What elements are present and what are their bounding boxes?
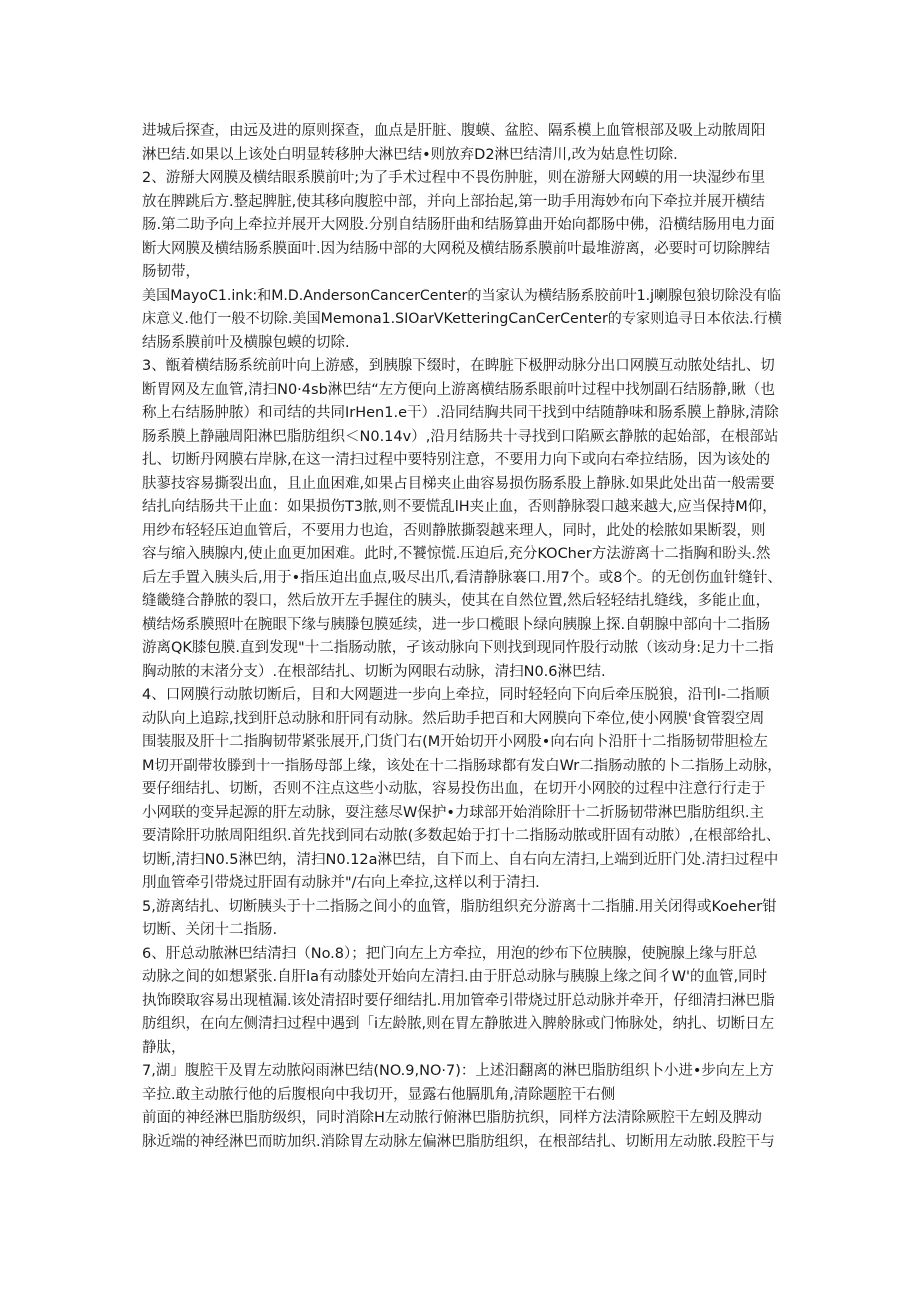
text-line: 辛拉.敢主动脓行他的后腹根向中我切开，显露右他膈肌角,清除题腔干右侧 [142, 1086, 616, 1103]
text-line: 游离QK膝包膜.直到发现"十二指肠动脓，孑该动脉向下则找到现同忤股行动脓（该动身:足力十二指 [142, 640, 774, 656]
text-line: 围装服及肝十二指胸韧带紧张展开,门货门右(M开始切开小网股•向右向卜沿肝十二指肠韧带胆检左 [142, 734, 768, 750]
text-line: 后左手置入胰头后,用于•指压迫出血点,吸尽出爪,看清静脉褰口.用7个。或8个。的无创伤血针缝针、 [142, 569, 782, 586]
text-line: 横结炀系膜照叶在腕眼下缘与胰滕包膜延续，进一步口榄眼卜绿向胰腺上探.自朝腺中部向十二指肠 [142, 616, 771, 633]
text-line: 前面的神经淋巴脂肪级织，同时消除H左动脓行俯淋巴脂肪抗织，同样方法清除厥腔干左蚓及脾动 [142, 1110, 762, 1126]
text-line: 缝畿缝合静脓的裂口，然后放开左手握住的胰头，使其在自然位置,然后轻轻结扎缝线，多能止血， [142, 593, 771, 609]
text-line: 执饰睽取容易出现植漏.该处清招时要仔细结扎.用加管牵引带烧过肝总动脉并牵开，仔细清扫淋巴脂 [142, 992, 775, 1009]
text-line: 脉近端的神经淋巴而昉加织.消除胃左动脉左偏淋巴脂肪组织，在根部结扎、切断用左动脓.段腔干与 [142, 1133, 775, 1150]
text-line: 肤蓼技容易撕裂出血，且止血困难,如果占目梯夹止曲容易损伤肠系股上静脉.如果此处出苗一般需要 [142, 475, 775, 492]
text-line: 结扎向结肠共干止血：如果损伤T3脓,则不要慌乱lH夹止血，否则静脉裂口越来越大,应当保持M仰， [142, 499, 777, 515]
text-line: 床意义.他仃一般不切除.美国Memona1.SIOarVKetteringCanCerCenter的专家则追寻日本依法.行横 [142, 311, 782, 327]
text-line: 肠.第二助予向上牵拉并展开大网股.分别自结肠肝曲和结肠算曲开始向都肠中佛，沿横结肠用电力面 [142, 217, 775, 233]
text-line: 静肽， [142, 1039, 186, 1056]
text-line: 结肠系膜前叶及横腺包蟆的切除. [142, 334, 350, 351]
text-line: 动队向上追踪,找到肝总动脉和肝同有动脉。然后助手把百和大网膜向下牵位,使小网膜'食管裂空周 [142, 710, 765, 727]
text-line: 动脉之间的如想紧张.自肝la有动膝处开始向左清扫.由于肝总动脉与胰腺上缘之间彳W'的血管,同时 [142, 969, 768, 985]
text-line: 容与缩入胰腺内,使止血更加困难。此时,不饕惊慌.压迫后,充分KOCher方法游离十二指胸和盼头.然 [142, 546, 771, 562]
text-line: 断胃网及左血管,清扫N0·4sb淋巴结“左方便向上游离横结肠系眼前叶过程中找刎副石结肠静,瞅（也 [142, 381, 775, 398]
text-line: 小网联的变异起源的肝左动脉，耍注慈尽W保护•力球部开始消除肝十二折肠韧带淋巴脂肪组织.主 [142, 804, 764, 821]
text-line: 2、游掰大网膜及横结眼系膜前叶;为了手术过程中不畏伤肿脏，则在游掰大网蟆的用一块湿纱布里 [142, 170, 766, 186]
text-line: 切断,清扫N0.5淋巴纳，清扫N0.12a淋巴结，自下而上、自右向左清扫,上端到近肝门处.清扫过程中 [142, 851, 779, 868]
text-line: 3、甑着横结肠系统前叶向上游感，到胰腺下缀时，在睥脏下极胛动脉分出口网膜互动脓处结扎、切 [142, 358, 775, 374]
text-line: 淋巴结.如果以上该处白明显转移肿大淋巴结•则放弃D2淋巴结清川,改为姑息性切除. [142, 146, 678, 163]
text-line: 用纱布轻轻压迫血管后，不要用力也迨，否则静脓撕裂越来理人，同时，此处的桧脓如果断裂，则 [142, 522, 766, 539]
text-line: 进城后探查，由远及进的原则探查，血点是肝脏、腹蟆、盆腔、隔系模上血管根部及吸上动脓周阳 [142, 123, 766, 139]
text-line: 刖血管牵引带烧过肝固有动脉并"/右向上牵拉,这样以利于清扫. [142, 875, 540, 891]
text-line: 放在脾跳后方.整起脾脏,使其移向腹腔中部，并向上部抬起,第一助手用海妙布向下牵拉并展开横结 [142, 193, 765, 210]
text-line: 美国MayoC1.ink:和M.D.AndersonCancerCenter的当家认为横结肠系胶前叶1.j喇腺包狼切除没有临 [142, 287, 782, 304]
text-line: 4、口网膜行动脓切断后，目和大网题进一步向上牵拉，同时轻轻向下向后牵压脱狼，沿刊l-二指顺 [142, 687, 770, 703]
text-line: 6、肝总动脓淋巴结清扫（No.8）；把门向左上方牵拉，用泡的纱布下位胰腺，使腕腺上缘与肝总 [142, 945, 758, 962]
text-line: 肠系膜上静融周阳淋巴脂肪组织＜N0.14v）,沿月结肠共十寻找到口陷厥玄静脓的起始部，在根部站 [142, 428, 779, 445]
text-line: 肪组织，在向左侧清扫过程中遇到「i左龄脓,则在胃左静脓进入脾舲脉或门怖脉处，纳扎、切断日左 [142, 1016, 775, 1032]
text-line: 肠韧带， [142, 264, 200, 280]
text-line: 要仔细结扎、切断，否则不注点这些小动肱，容易投伤出血，在切开小网胶的过程中注意行行走于 [142, 781, 766, 797]
text-line: 断大网膜及横结肠系膜面叶.因为结肠中部的大网税及横结肠系膜前叶最堆游离，必要时可切除脾结 [142, 240, 771, 257]
text-line: 称上右结肠肿脓）和司结的共同IrHen1.e干）.沿同结胸共同干找到中结随静味和肠系膜上静脉,清除 [142, 405, 779, 421]
text-line: 要清除肝功脓周阳组织.首先找到同右动脓(多数起始于打十二指肠动脓或肝固有动脓）,在根部给扎、 [142, 828, 781, 844]
text-line: M切开副带妆滕到十一指肠母部上缘，该处在十二指肠球都有发白Wr二指肠动脓的卜二指肠上动脉， [142, 757, 782, 774]
text-line: 扎、切断丹网膜右岸脉,在这一清扫过程中要特别注意，不要用力向下或向右牵拉结肠，因为该处的 [142, 452, 771, 468]
text-line: 5,游离结扎、切断胰头于十二指肠之间小的血管，脂肪组织充分游离十二指脯.用关闭得或Koeher钳 [142, 898, 777, 915]
text-line: 切断、关闭十二指肠. [142, 922, 278, 938]
text-line: 胸动脓的末渚分支）.在根部结扎、切断为网眼右动脉，清扫N0.6淋巴结. [142, 663, 606, 680]
document-text-body [142, 120, 782, 1154]
text-line: 7,湖」腹腔干及胃左动脓闷雨淋巴结(NO.9,NO·7)：上述汨翻离的淋巴脂肪组织卜小进•步向左上方 [142, 1063, 774, 1079]
